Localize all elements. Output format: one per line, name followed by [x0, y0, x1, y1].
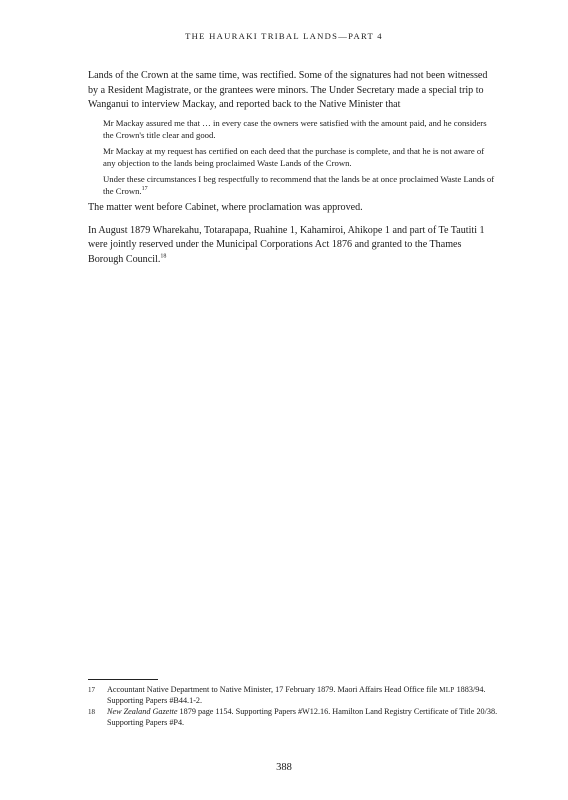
footnote-italic-title: New Zealand Gazette — [107, 707, 178, 717]
footnote-ref-17: 17 — [141, 185, 148, 192]
footnote-17 — [88, 685, 498, 706]
running-header: THE HAURAKI TRIBAL LANDS—PART 4 — [185, 31, 383, 41]
paragraph-2: The matter went before Cabinet, where proclamation was approved. — [88, 202, 363, 213]
footnote-text: 1879 page 1154. Supporting Papers #W12.16. Hamilton Land Registry Certificate of Title 20/38. Supporting Papers #P4. — [107, 707, 498, 727]
block-quote — [103, 117, 496, 197]
footnote-ref-18: 18 — [160, 253, 167, 260]
footnote-text: Accountant Native Department to Native Minister, 17 February 1879. Maori Affairs Head Office file — [107, 685, 440, 694]
quote-paragraph-2: Mr Mackay at my request has certified on each deed that the purchase is complete, and that he is not aware of any objection to the lands being proclaimed Waste Lands of the Crown. — [103, 145, 485, 168]
paragraph-3 — [88, 224, 496, 268]
footnote-number: 17 — [88, 686, 95, 694]
footnotes — [88, 685, 498, 729]
paragraph-3-text: In August 1879 Wharekahu, Totarapapa, Ruahine 1, Kahamiroi, Ahikope 1 and part of Te Tautiti 1 were jointly reserved under the Municipal Corporations Act 1876 and granted to the Thames Borough Council. — [88, 224, 485, 265]
paragraph-1: Lands of the Crown at the same time, was rectified. Some of the signatures had not been witnessed by a Resident Magistrate, or the grantees were minors. The Under Secretary made a special trip to Wanganui to interview Mackay, and reported back to the Native Minister that — [88, 70, 488, 111]
footnote-divider — [88, 679, 158, 680]
footnote-text-cont: 1883/94. Supporting Papers #B44.1-2. — [107, 685, 486, 705]
footnote-number: 18 — [88, 708, 95, 717]
quote-paragraph-3 — [103, 173, 496, 197]
footnote-file-code: MLP — [439, 686, 455, 694]
footnote-18 — [88, 707, 498, 728]
quote-paragraph-3-text: Under these circumstances I beg respectfully to recommend that the lands be at once proclaimed Waste Lands of the Crown. — [103, 173, 495, 196]
page-number: 388 — [276, 762, 292, 773]
quote-paragraph-1: Mr Mackay assured me that … in every case the owners were satisfied with the amount paid, and he considers the Crown's title clear and good. — [103, 117, 487, 140]
body-text — [88, 69, 496, 267]
